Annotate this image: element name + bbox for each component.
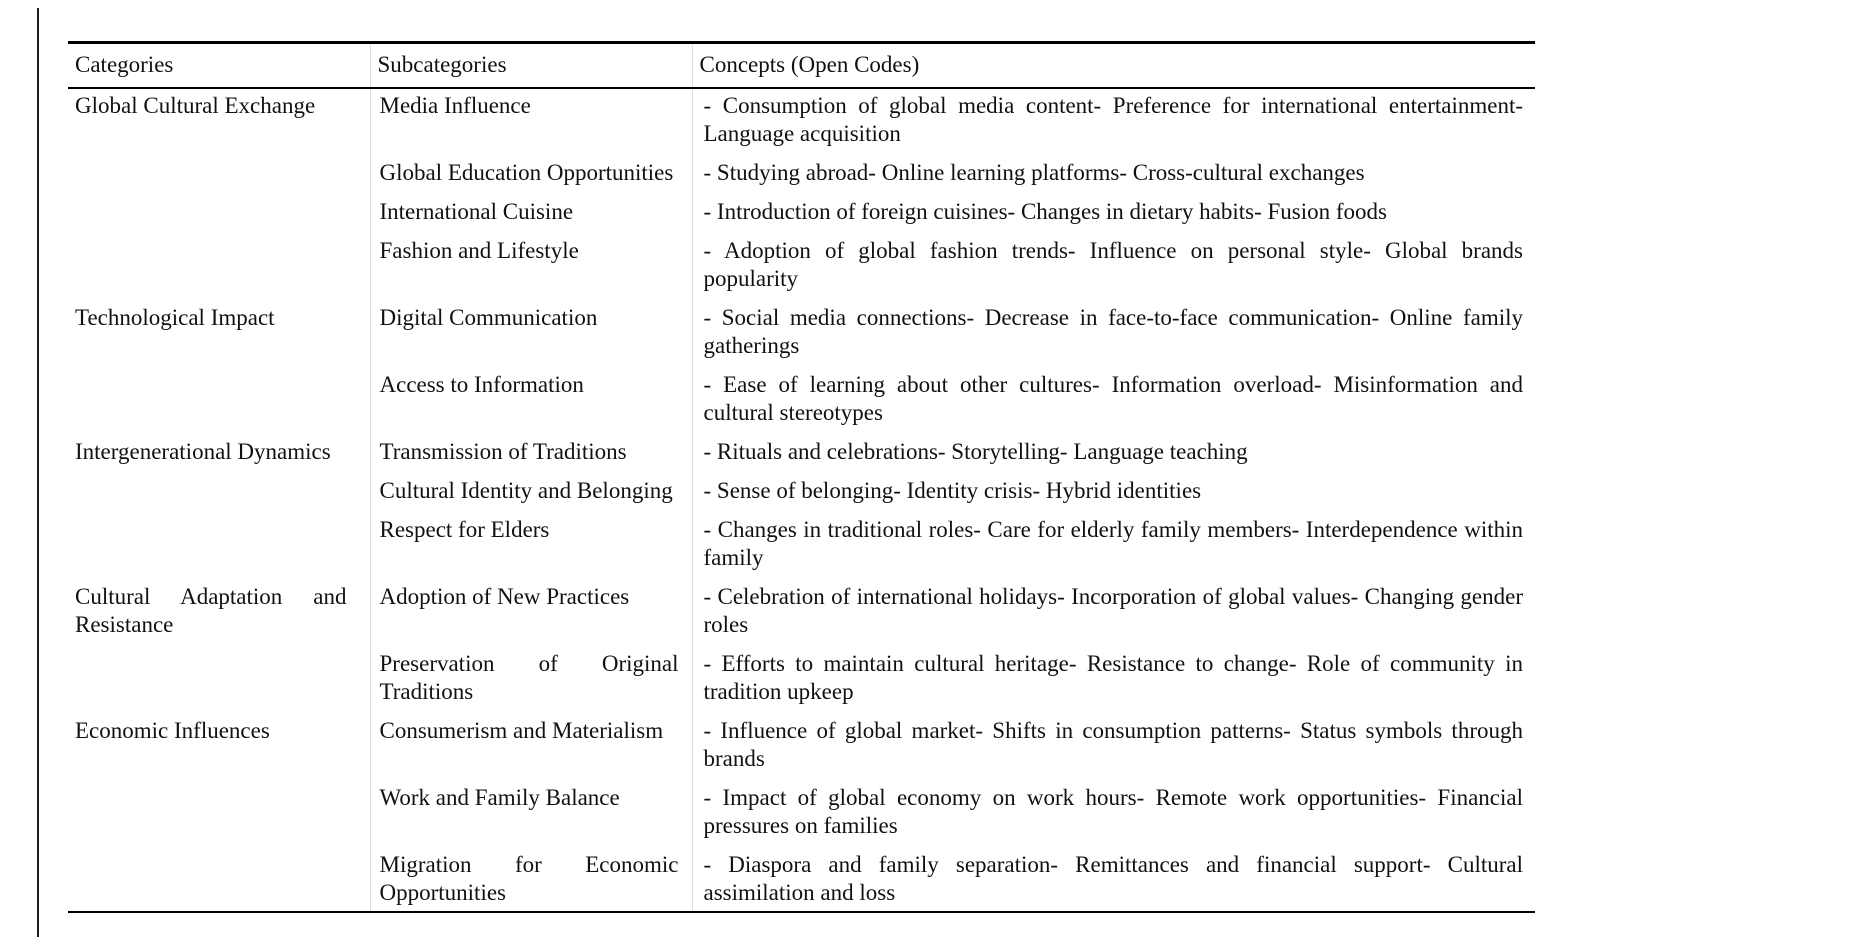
concepts-cell: - Adoption of global fashion trends- Influence on personal style- Global brands popularity [692,234,1535,301]
concepts-cell: - Ease of learning about other cultures- Information overload- Misinformation and cultural stereotypes [692,368,1535,435]
subcategory-cell: Work and Family Balance [370,781,692,848]
category-cell: Economic Influences [75,718,270,743]
subcategory-cell: International Cuisine [370,195,692,234]
concepts-cell: - Studying abroad- Online learning platforms- Cross-cultural exchanges [692,156,1535,195]
table-row [68,848,1535,912]
concepts-cell: - Influence of global market- Shifts in consumption patterns- Status symbols through brands [692,714,1535,781]
table-row [68,234,1535,301]
table-row [68,647,1535,714]
table-row [68,714,1535,781]
table-row [68,435,1535,474]
category-cell [68,156,370,195]
table-body [68,88,1535,912]
header-categories: Categories [75,52,174,77]
subcategory-cell: Digital Communication [370,301,692,368]
category-cell [68,195,370,234]
category-cell [68,781,370,848]
subcategory-cell: Transmission of Traditions [370,435,692,474]
subcategory-cell: Respect for Elders [370,513,692,580]
table-row [68,781,1535,848]
concepts-cell: - Diaspora and family separation- Remittances and financial support- Cultural assimilation and loss [692,848,1535,912]
concepts-cell: - Rituals and celebrations- Storytelling- Language teaching [692,435,1535,474]
subcategory-cell: Fashion and Lifestyle [370,234,692,301]
category-cell [68,647,370,714]
category-cell [68,368,370,435]
table-row [68,88,1535,156]
coding-table [68,41,1535,913]
concepts-cell: - Social media connections- Decrease in face-to-face communication- Online family gatherings [692,301,1535,368]
subcategory-cell: Consumerism and Materialism [370,714,692,781]
category-cell: Technological Impact [75,305,275,330]
category-cell: Intergenerational Dynamics [75,439,331,464]
table-row [68,474,1535,513]
concepts-cell: - Changes in traditional roles- Care for elderly family members- Interdependence within family [692,513,1535,580]
table-row [68,156,1535,195]
subcategory-cell: Preservation of Original Traditions [370,647,692,714]
page-edge-line [37,8,39,937]
category-cell [68,848,370,912]
category-cell [68,234,370,301]
subcategory-cell: Access to Information [370,368,692,435]
category-cell: Global Cultural Exchange [75,93,316,118]
concepts-cell: - Impact of global economy on work hours- Remote work opportunities- Financial pressures on families [692,781,1535,848]
header-concepts: Concepts (Open Codes) [692,43,1535,89]
table-row [68,513,1535,580]
coding-table-container [68,41,1535,913]
category-cell [68,474,370,513]
table-header-row [68,43,1535,89]
table-row [68,368,1535,435]
concepts-cell: - Consumption of global media content- Preference for international entertainment- Language acquisition [692,88,1535,156]
category-cell: Cultural Adaptation and Resistance [75,584,347,637]
subcategory-cell: Media Influence [370,88,692,156]
subcategory-cell: Adoption of New Practices [370,580,692,647]
concepts-cell: - Efforts to maintain cultural heritage- Resistance to change- Role of community in tradition upkeep [692,647,1535,714]
concepts-cell: - Celebration of international holidays- Incorporation of global values- Changing gender roles [692,580,1535,647]
concepts-cell: - Introduction of foreign cuisines- Changes in dietary habits- Fusion foods [692,195,1535,234]
table-row [68,195,1535,234]
table-row [68,580,1535,647]
table-row [68,301,1535,368]
concepts-cell: - Sense of belonging- Identity crisis- Hybrid identities [692,474,1535,513]
subcategory-cell: Global Education Opportunities [370,156,692,195]
category-cell [68,513,370,580]
header-subcategories: Subcategories [370,43,692,89]
subcategory-cell: Migration for Economic Opportunities [370,848,692,912]
subcategory-cell: Cultural Identity and Belonging [370,474,692,513]
